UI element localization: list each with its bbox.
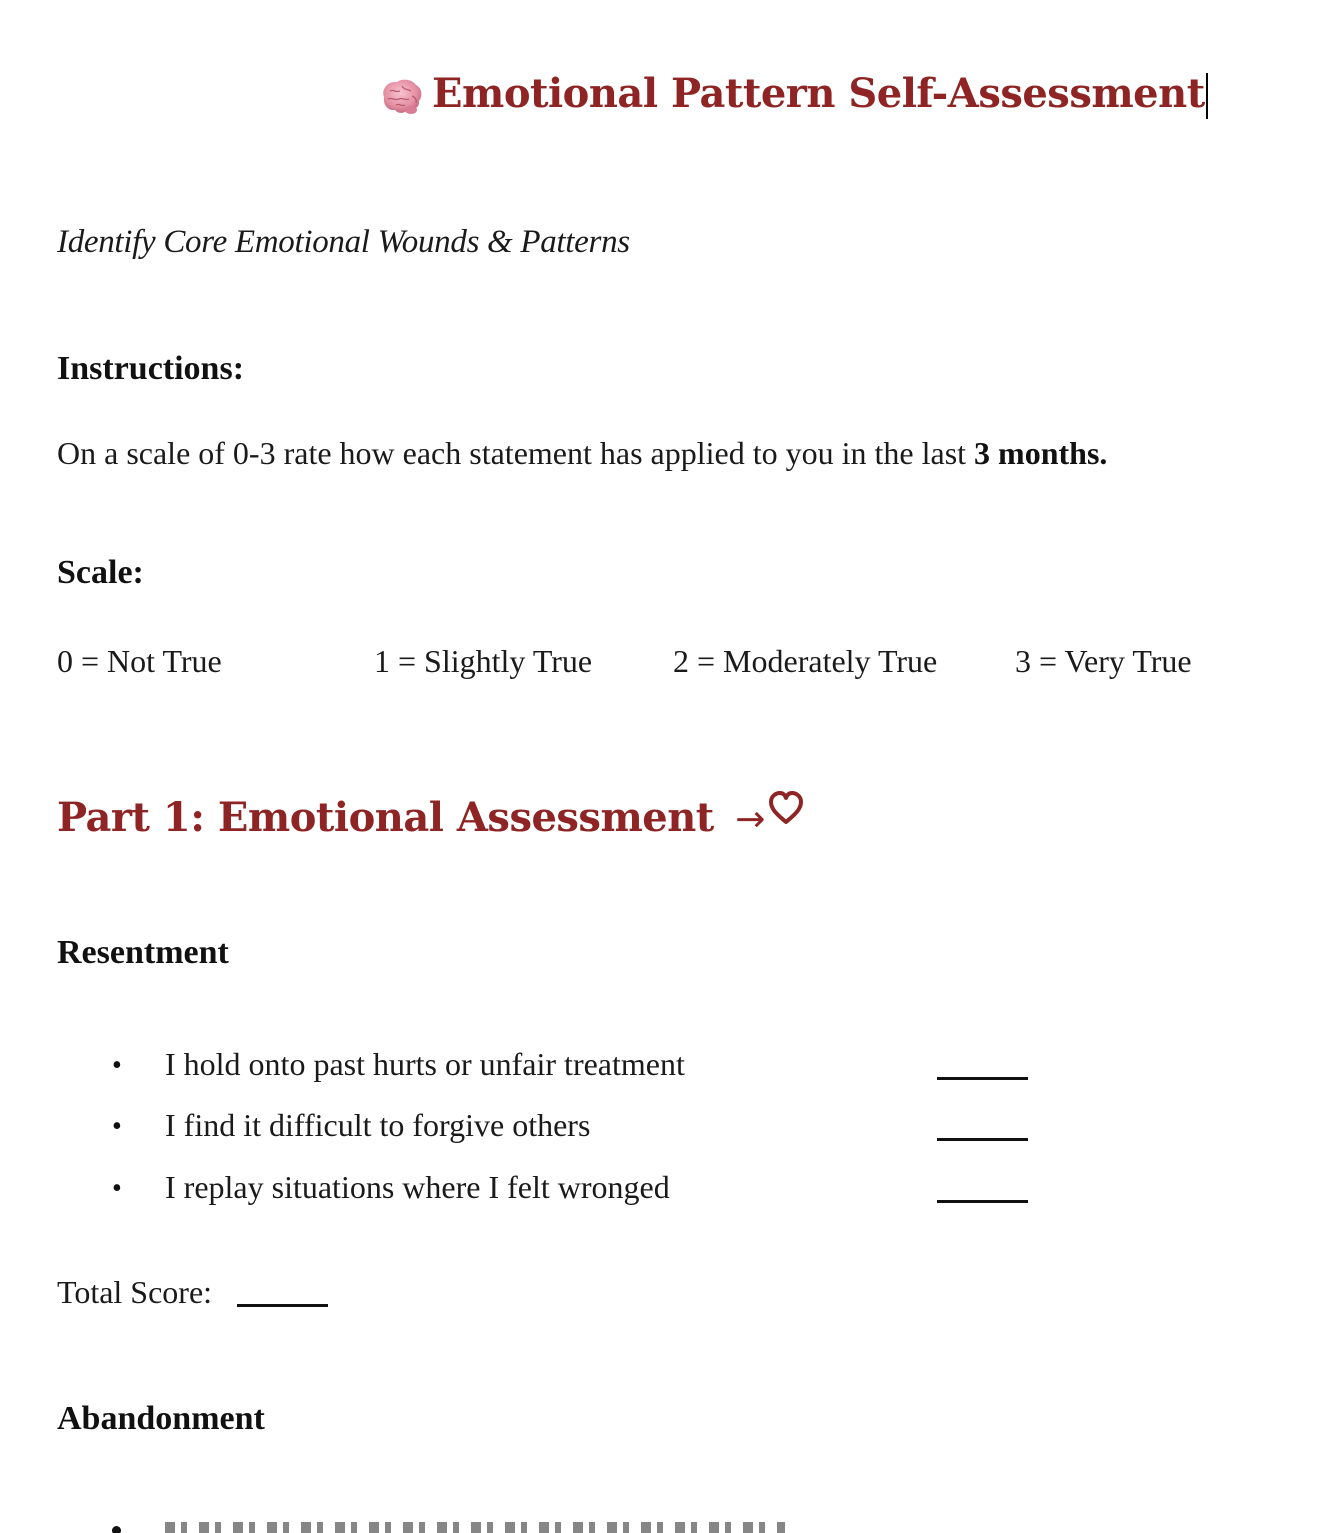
brain-icon xyxy=(378,76,424,116)
title-text: Emotional Pattern Self-Assessment xyxy=(432,70,1205,117)
bullet-icon xyxy=(112,1526,121,1533)
instructions-text xyxy=(57,431,1107,475)
clipped-text xyxy=(165,1522,785,1533)
score-blank-input[interactable] xyxy=(937,1200,1028,1203)
scale-item-1: 1 = Slightly True xyxy=(374,643,593,679)
bullet-icon: • xyxy=(112,1050,122,1081)
scale-item-0: 0 = Not True xyxy=(57,643,222,679)
scale-item-2: 2 = Moderately True xyxy=(673,643,938,679)
heart-outline-icon xyxy=(767,785,805,821)
score-blank-input[interactable] xyxy=(937,1138,1028,1141)
statement-item: I find it difficult to forgive others xyxy=(165,1107,591,1143)
bullet-icon: • xyxy=(112,1111,122,1142)
scale-heading: Scale: xyxy=(57,554,144,591)
part-1-heading xyxy=(57,790,805,848)
text-cursor xyxy=(1206,73,1208,119)
subtitle: Identify Core Emotional Wounds & Patterns xyxy=(57,224,630,260)
section-heading-resentment: Resentment xyxy=(57,934,229,971)
bullet-icon: • xyxy=(112,1173,122,1204)
arrow-right-icon: → xyxy=(735,799,765,840)
section-heading-abandonment: Abandonment xyxy=(57,1400,265,1437)
total-score-blank-input[interactable] xyxy=(237,1304,328,1307)
document-title[interactable] xyxy=(378,66,1208,122)
statement-item: I replay situations where I felt wronged xyxy=(165,1169,670,1205)
statement-item: I hold onto past hurts or unfair treatment xyxy=(165,1046,685,1082)
scale-item-3: 3 = Very True xyxy=(1015,643,1192,679)
instructions-heading: Instructions: xyxy=(57,350,245,387)
score-blank-input[interactable] xyxy=(937,1077,1028,1080)
instructions-text-main: On a scale of 0-3 rate how each statement has applied to you in the last xyxy=(57,435,975,471)
part-1-heading-text: Part 1: Emotional Assessment xyxy=(57,794,714,841)
total-score-label: Total Score: xyxy=(57,1274,213,1310)
clipped-statement-item xyxy=(112,1518,812,1533)
instructions-text-bold: 3 months. xyxy=(974,435,1108,471)
